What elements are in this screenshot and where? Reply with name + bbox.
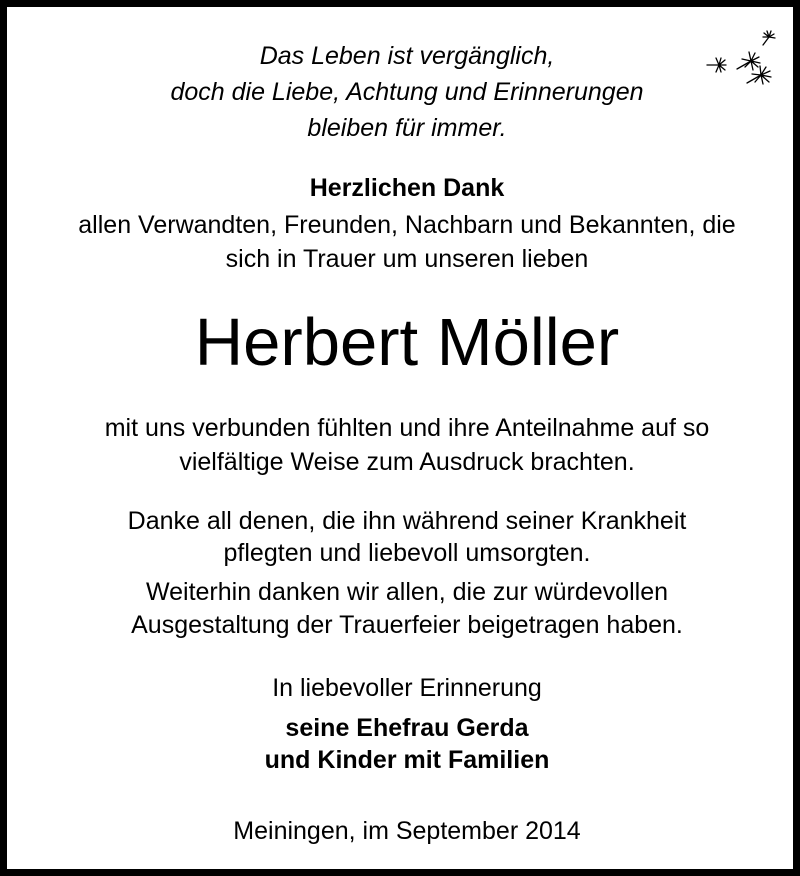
signatory-line: und Kinder mit Familien	[264, 746, 550, 774]
sympathy-line: vielfältige Weise zum Ausdruck brachten.	[179, 448, 635, 476]
sympathy-line: mit uns verbunden fühlten und ihre Anteilnahme auf so	[104, 414, 710, 442]
ceremony-thanks-line: Ausgestaltung der Trauerfeier beigetragen haben.	[131, 611, 683, 639]
quote	[7, 38, 800, 146]
ceremony-thanks-text	[7, 576, 800, 642]
intro-text	[7, 208, 800, 276]
memory-line: In liebevoller Erinnerung	[272, 674, 542, 702]
quote-line: Das Leben ist vergänglich,	[259, 42, 555, 70]
signatories	[7, 712, 800, 776]
intro-line: allen Verwandten, Freunden, Nachbarn und Bekannten, die	[78, 211, 736, 239]
sympathy-text	[7, 411, 800, 479]
place-date: Meiningen, im September 2014	[233, 817, 581, 845]
care-thanks-line: pflegten und liebevoll umsorgten.	[223, 539, 591, 567]
care-thanks-text	[7, 505, 800, 569]
ceremony-thanks-line: Weiterhin danken wir allen, die zur würdevollen	[145, 578, 669, 606]
dandelion-seeds-icon	[703, 29, 783, 91]
signatory-line: seine Ehefrau Gerda	[285, 714, 529, 742]
thanks-heading: Herzlichen Dank	[309, 174, 505, 202]
quote-line: bleiben für immer.	[307, 114, 507, 142]
quote-line: doch die Liebe, Achtung und Erinnerungen	[170, 78, 644, 106]
care-thanks-line: Danke all denen, die ihn während seiner Krankheit	[127, 507, 687, 535]
intro-line: sich in Trauer um unseren lieben	[225, 245, 589, 273]
deceased-name: Herbert Möller	[194, 305, 620, 380]
